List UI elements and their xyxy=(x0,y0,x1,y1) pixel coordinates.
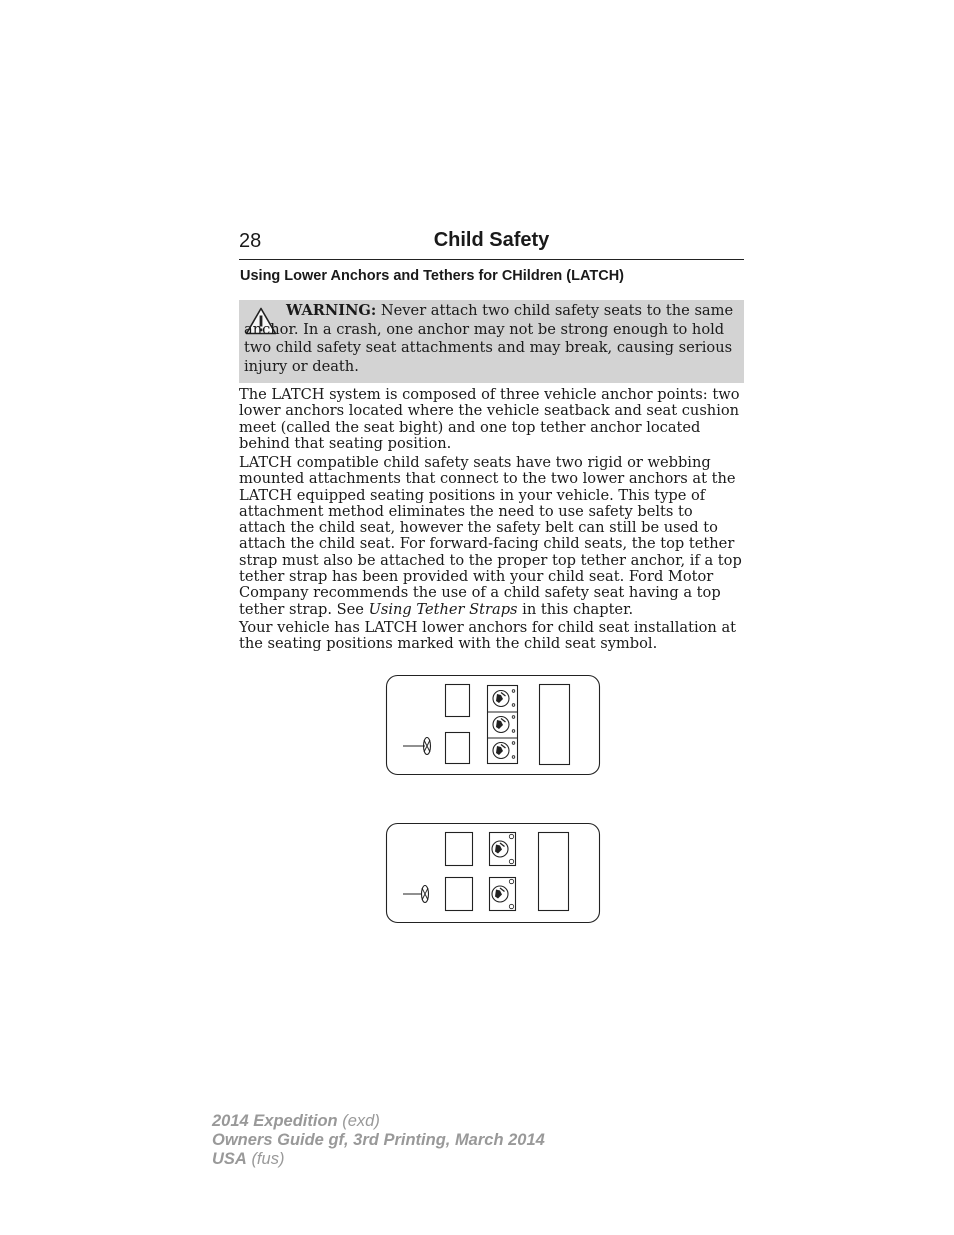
driver-seat xyxy=(446,878,473,911)
warning-label: WARNING: xyxy=(286,302,377,319)
latch-captain-chair-diagram xyxy=(385,822,601,924)
front-passenger-seat xyxy=(446,833,473,866)
footer-line-market xyxy=(212,1150,545,1169)
warning-box xyxy=(239,300,744,383)
child-seat-icon xyxy=(490,878,516,911)
footer-vehicle-name: 2014 Expedition xyxy=(212,1112,338,1130)
page-header xyxy=(239,228,744,260)
third-row-seat xyxy=(539,833,569,911)
paragraph-text: in this chapter. xyxy=(517,600,634,618)
paragraph-latch-system: The LATCH system is composed of three vehicle anchor points: two lower anchors located where the vehicle seatback and seat cushion meet (called the seat bight) and one top tether anchor located behind that seating position. xyxy=(239,386,740,452)
footer-line-guide xyxy=(212,1131,545,1150)
cross-reference-link[interactable]: Using Tether Straps xyxy=(368,600,518,618)
paragraph-text: LATCH compatible child safety seats have two rigid or webbing mounted attachments that connect to the two lower anchors at the LATCH equipped seating positions in your vehicle. This type of attachment method eliminates the need to use safety belts to attach the child seat, however the safety belt can still be used to attach the child seat. For forward-facing child seats, the top tether strap must also be attached to the proper top tether anchor, if a top tether strap has been provided with your child seat. Ford Motor Company recommends the use of a child safety seat having a top tether strap. See xyxy=(239,454,742,618)
child-seat-icon xyxy=(493,742,515,759)
child-seat-icon xyxy=(493,690,515,707)
footer-market: USA xyxy=(212,1150,247,1168)
latch-bench-seat-diagram xyxy=(385,674,601,776)
front-passenger-seat xyxy=(446,685,470,717)
section-title: Using Lower Anchors and Tethers for CHildren (LATCH) xyxy=(240,268,624,284)
footer-vehicle-code: (exd) xyxy=(342,1112,380,1130)
paragraph-latch-seats xyxy=(239,455,744,618)
driver-seat xyxy=(446,733,470,764)
page-footer xyxy=(212,1112,545,1169)
warning-message: Never attach two child safety seats to the same anchor. In a crash, one anchor may not be strong enough to hold two child safety seat attachments and may break, causing serious injury or death. xyxy=(244,302,734,375)
footer-guide-info: Owners Guide gf, 3rd Printing, March 2014 xyxy=(212,1131,545,1149)
page-number: 28 xyxy=(239,230,262,252)
third-row-seat xyxy=(540,685,570,765)
paragraph-anchor-positions: Your vehicle has LATCH lower anchors for child seat installation at the seating positions marked with the child seat symbol. xyxy=(239,619,737,653)
footer-market-code: (fus) xyxy=(251,1150,285,1168)
child-seat-icon xyxy=(493,716,515,733)
chapter-title: Child Safety xyxy=(433,229,550,251)
footer-line-vehicle xyxy=(212,1112,545,1131)
warning-text xyxy=(244,302,740,376)
child-seat-icon xyxy=(490,833,516,866)
